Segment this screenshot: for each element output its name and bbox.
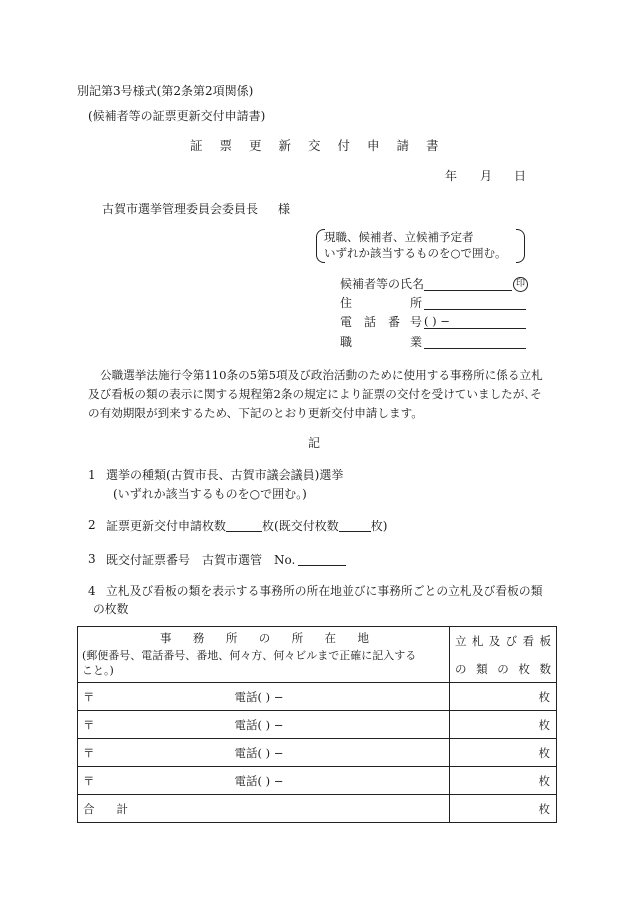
title-char: 付	[337, 138, 351, 153]
certificate-number-blank[interactable]	[298, 553, 346, 566]
form-title	[190, 140, 456, 153]
item-3-text	[106, 553, 346, 566]
applicant-name-label: 候補者等の氏名	[340, 277, 425, 291]
addressee-honorific: 様	[278, 202, 291, 216]
postal-mark: 〒	[83, 745, 95, 760]
table-row[interactable]	[78, 711, 557, 739]
address-line[interactable]	[424, 309, 526, 310]
count-unit: 枚	[538, 717, 550, 732]
address-label-2: 所	[410, 296, 423, 310]
header-char: 札	[471, 633, 484, 648]
table-row[interactable]	[78, 683, 557, 711]
seal-mark: 印	[513, 277, 528, 292]
header-char: 在	[324, 631, 337, 646]
header-char: 枚	[518, 661, 530, 676]
item-1-note: (いずれか該当するものを○で囲む。)	[113, 487, 307, 501]
status-instruction: いずれか該当するものを○で囲む。	[324, 246, 507, 260]
item-1-text: 選挙の種類(古賀市長、古賀市議会議員)選挙	[106, 468, 344, 482]
header-char: び	[505, 633, 518, 648]
location-cell[interactable]	[78, 711, 450, 739]
table-row[interactable]	[78, 767, 557, 795]
header-char: 地	[357, 631, 369, 646]
phone-label-char: 電	[340, 315, 353, 329]
postal-mark: 〒	[83, 689, 95, 704]
title-char: 書	[426, 138, 439, 153]
count-cell[interactable]	[450, 767, 557, 795]
job-label-2: 業	[410, 335, 423, 349]
count-unit: 枚	[538, 745, 550, 760]
postal-mark: 〒	[83, 773, 95, 788]
date-year-label: 年	[445, 169, 458, 183]
phone-value: ( ) −	[424, 314, 450, 328]
header-char: 事	[160, 631, 172, 646]
header-char: 板	[539, 633, 551, 648]
office-table	[77, 626, 557, 823]
header-note-line-2: こと。)	[82, 664, 114, 677]
title-char: 新	[278, 138, 292, 153]
item-2-label-a: 証票更新交付申請枚数	[106, 519, 227, 533]
header-char: の	[497, 661, 509, 676]
ki-heading: 記	[308, 436, 321, 450]
header-char: 看	[522, 633, 535, 648]
header-char: 及	[488, 633, 501, 648]
title-char: 請	[396, 138, 410, 153]
phone-label-char: 話	[364, 315, 377, 329]
title-char: 申	[367, 138, 380, 153]
item-3-number: 3	[88, 552, 96, 566]
right-bracket	[516, 229, 525, 263]
address-label-1: 住	[340, 296, 353, 310]
total-label-1: 合	[83, 801, 95, 816]
header-char: 立	[455, 633, 467, 648]
item-4-line-2: の枚数	[93, 602, 129, 616]
addressee-name: 古賀市選挙管理委員会委員長	[102, 202, 259, 216]
total-count-cell[interactable]	[450, 795, 557, 823]
location-cell[interactable]	[78, 683, 450, 711]
phone-label-char: 番	[388, 315, 401, 329]
date-month-label: 月	[480, 169, 493, 183]
table-total-row[interactable]	[78, 795, 557, 823]
location-cell[interactable]	[78, 739, 450, 767]
title-char: 票	[219, 138, 233, 153]
count-unit: 枚	[538, 801, 550, 816]
applicant-name-line[interactable]	[424, 290, 512, 291]
item-2-text	[106, 519, 387, 532]
item-1-number: 1	[88, 468, 96, 482]
item-2-label-c: 枚)	[370, 519, 388, 533]
header-count-line-2	[455, 661, 551, 677]
body-line-3: の有効期限が到来するため、下記のとおり更新交付申請します。	[88, 406, 423, 420]
phone-line[interactable]	[424, 328, 526, 329]
header-char: 務	[192, 631, 205, 646]
postal-mark: 〒	[83, 717, 95, 732]
header-char: 類	[476, 661, 488, 676]
header-char: の	[455, 661, 467, 676]
item-4-line-1: 立札及び看板の類を表示する事務所の所在地並びに事務所ごとの立札及び看板の類	[106, 584, 543, 598]
count-unit: 枚	[538, 689, 550, 704]
item-2-number: 2	[88, 518, 96, 532]
job-label-1: 職	[340, 335, 353, 349]
header-char: 数	[539, 661, 551, 676]
total-label-2: 計	[116, 801, 128, 816]
date-day-label: 日	[514, 169, 527, 183]
title-char: 証	[190, 138, 203, 153]
phone-field-label: 電話( ) −	[234, 773, 284, 788]
item-4-number: 4	[88, 584, 96, 598]
count-unit: 枚	[538, 773, 550, 788]
phone-field-label: 電話( ) −	[234, 745, 284, 760]
request-count-blank[interactable]	[226, 519, 262, 532]
table-header-row	[78, 627, 557, 683]
total-label-cell	[78, 795, 450, 823]
body-line-1: 公職選挙法施行令第110条の5第5項及び政治活動のために使用する事務所に係る立札	[100, 368, 543, 382]
header-location-cell	[78, 627, 450, 683]
header-location-title	[82, 630, 445, 646]
table-row[interactable]	[78, 739, 557, 767]
count-cell[interactable]	[450, 739, 557, 767]
phone-label-char: 号	[410, 315, 423, 329]
header-char: の	[258, 631, 271, 646]
status-options: 現職、候補者、立候補予定者	[324, 230, 474, 244]
form-subtitle: (候補者等の証票更新交付申請書)	[88, 109, 266, 123]
title-char: 更	[249, 138, 262, 153]
count-cell[interactable]	[450, 711, 557, 739]
header-count-cell	[450, 627, 557, 683]
count-cell[interactable]	[450, 683, 557, 711]
header-count-line-1	[455, 633, 551, 649]
form-number: 別記第3号様式(第2条第2項関係)	[77, 84, 254, 98]
issued-count-blank[interactable]	[339, 519, 371, 532]
title-char: 交	[308, 138, 321, 153]
phone-label	[340, 316, 422, 328]
item-2-label-b: 枚(既交付枚数	[262, 519, 339, 533]
header-note-line-1: (郵便番号、電話番号、番地、何々方、何々ビルまで正確に記入する	[82, 649, 417, 663]
phone-field-label: 電話( ) −	[234, 689, 284, 704]
item-3-label: 既交付証票番号 古賀市選管 No.	[106, 553, 296, 567]
job-line[interactable]	[424, 348, 526, 349]
phone-field-label: 電話( ) −	[234, 717, 284, 732]
header-char: 所	[225, 631, 238, 646]
body-line-2: 及び看板の類の表示に関する規程第2条の規定により証票の交付を受けていましたが､そ	[88, 387, 542, 401]
location-cell[interactable]	[78, 767, 450, 795]
header-char: 所	[291, 631, 304, 646]
